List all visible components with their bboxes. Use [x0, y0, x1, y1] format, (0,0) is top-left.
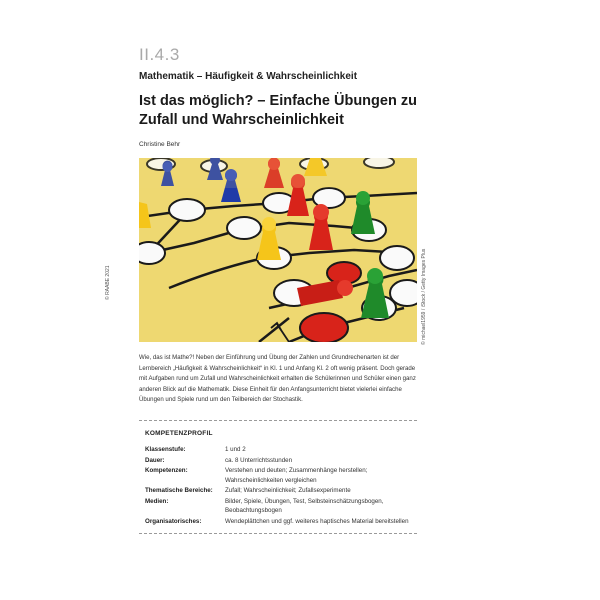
profile-value: Wendeplättchen und ggf. weiteres haptisches Material bereitstellen [225, 517, 409, 525]
copyright-label: © RAABE 2021 [105, 265, 111, 300]
profile-label: Medien: [145, 497, 169, 505]
profile-row-media [145, 497, 417, 516]
board-game-illustration [139, 158, 417, 342]
page-title: Ist das möglich? – Einfache Übungen zu Zufall und Wahrscheinlichkeit [139, 93, 417, 128]
board-game-photo [139, 158, 417, 342]
profile-label: Kompetenzen: [145, 467, 188, 474]
author-name: Christine Behr [139, 141, 181, 148]
profile-label: Thematische Bereiche: [145, 487, 213, 494]
profile-label: Organisatorisches: [145, 517, 202, 525]
profile-value: 1 und 2 [225, 446, 246, 453]
profile-label: Klassenstufe: [145, 446, 186, 453]
profile-rows [139, 445, 417, 526]
profile-row-organisation [145, 517, 417, 527]
profile-heading: KOMPETENZPROFIL [145, 430, 213, 437]
subject-line: Mathematik – Häufigkeit & Wahrscheinlichkeit [139, 71, 358, 82]
profile-value: Zufall; Wahrscheinlichkeit; Zufallsexperimente [225, 487, 351, 494]
photo-credit: © michael1959 / iStock / Getty Images Plus [421, 248, 427, 345]
profile-label: Dauer: [145, 456, 165, 464]
profile-row-competences [145, 466, 417, 485]
profile-value: Verstehen und deuten; Zusammenhänge herstellen; Wahrscheinlichkeiten vergleichen [225, 467, 368, 484]
competence-profile [139, 420, 417, 526]
profile-row-grade [145, 445, 417, 455]
profile-row-duration [145, 456, 417, 466]
profile-row-topics [145, 486, 417, 496]
profile-value: Bilder, Spiele, Übungen, Test, Selbsteinschätzungsbogen, Beobachtungsbogen [225, 497, 384, 514]
profile-value: ca. 8 Unterrichtsstunden [225, 456, 293, 464]
profile-top-divider [139, 420, 417, 421]
profile-bottom-divider [139, 533, 417, 534]
section-number: II.4.3 [139, 45, 180, 64]
intro-paragraph: Wie, das ist Mathe?! Neben der Einführung und Übung der Zahlen und Grundrechenarten ist der Lernbereich „Häufigkeit & Wahrscheinlichkeit“ in Kl. 1 und Anfang Kl. 2 oft wenig präsent. Doch gerade mit Aufgaben rund um Zufall und Wahrscheinlichkeit erhalten die Schülerinnen und Schüler einen ganz anderen Blick auf die Mathematik. Diese Einheit für den Anfangsunterricht bietet vielerlei einfache Übungen und Spiele rund um den Teilbereich der Stochastik. [139, 354, 416, 403]
